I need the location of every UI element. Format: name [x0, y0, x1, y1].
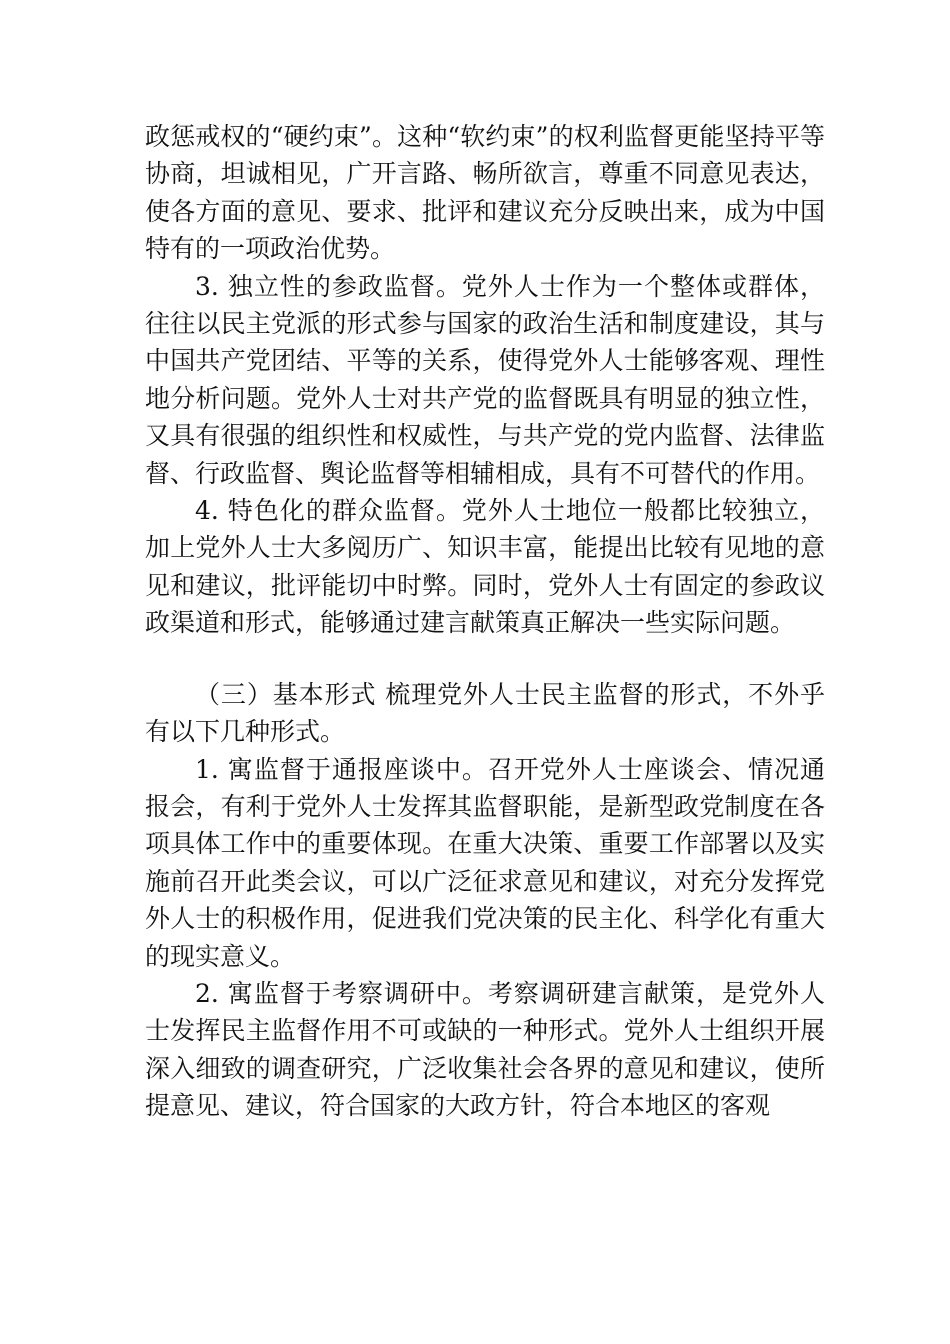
paragraph-form-1: 1. 寓监督于通报座谈中。召开党外人士座谈会、情况通报会，有利于党外人士发挥其监督职能，是新型政党制度在各项具体工作中的重要体现。在重大决策、重要工作部署以及实施前召开此类会议，可以广泛征求意见和建议，对充分发挥党外人士的积极作用，促进我们党决策的民主化、科学化有重大的现实意义。 [145, 754, 825, 971]
paragraph-form-2: 2. 寓监督于考察调研中。考察调研建言献策，是党外人士发挥民主监督作用不可或缺的一种形式。党外人士组织开展深入细致的调查研究，广泛收集社会各界的意见和建议，使所提意见、建议，符合国家的大政方针，符合本地区的客观 [145, 978, 825, 1121]
document-body [145, 118, 825, 1125]
section-heading-basic-forms: （三）基本形式 梳理党外人士民主监督的形式，不外乎有以下几种形式。 [145, 679, 825, 747]
paragraph-item-4: 4. 特色化的群众监督。党外人士地位一般都比较独立，加上党外人士大多阅历广、知识丰富，能提出比较有见地的意见和建议，批评能切中时弊。同时，党外人士有固定的参政议政渠道和形式，能够通过建言献策真正解决一些实际问题。 [145, 496, 825, 638]
paragraph-item-3: 3. 独立性的参政监督。党外人士作为一个整体或群体，往往以民主党派的形式参与国家的政治生活和制度建设，其与中国共产党团结、平等的关系，使得党外人士能够客观、理性地分析问题。党外人士对共产党的监督既具有明显的独立性，又具有很强的组织性和权威性，与共产党的党内监督、法律监督、行政监督、舆论监督等相辅相成，具有不可替代的作用。 [145, 271, 825, 488]
paragraph-continuation: 政惩戒权的“硬约束”。这种“软约束”的权利监督更能坚持平等协商，坦诚相见，广开言路、畅所欲言，尊重不同意见表达，使各方面的意见、要求、批评和建议充分反映出来，成为中国特有的一项政治优势。 [145, 122, 825, 264]
section-spacer [145, 642, 825, 676]
